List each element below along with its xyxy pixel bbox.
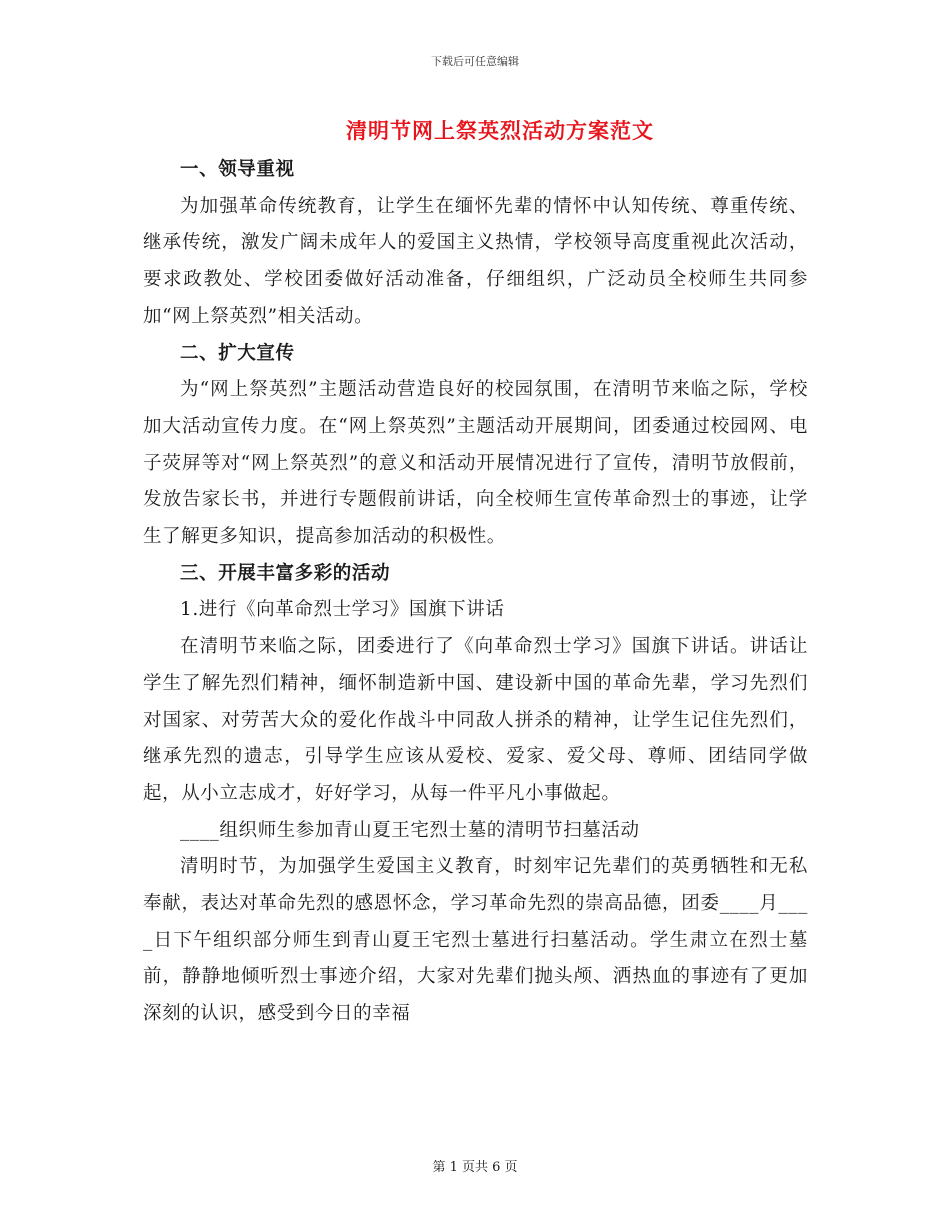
paragraph-tomb-sweeping: 清明时节，为加强学生爱国主义教育，时刻牢记先辈们的英勇牺牲和无私奉献，表达对革命先烈的感恩怀念，学习革命先烈的崇高品德，团委____月____日下午组织部分师生到青山夏王宅烈士墓进行扫墓活动。学生肃立在烈士墓前，静静地倾听烈士事迹介绍，大家对先辈们抛头颅、洒热血的事迹有了更加深刻的认识，感受到今日的幸福 <box>143 856 808 1025</box>
document-title: 清明节网上祭英烈活动方案范文 <box>346 118 654 143</box>
section-heading-leadership: 一、领导重视 <box>180 159 295 180</box>
paragraph-leadership: 为加强革命传统教育，让学生在缅怀先辈的情怀中认知传统、尊重传统、继承传统，激发广阔未成年人的爱国主义热情，学校领导高度重视此次活动，要求政教处、学校团委做好活动准备，仔细组织，广泛动员全校师生共同参加“网上祭英烈”相关活动。 <box>143 195 808 327</box>
document-body <box>143 152 808 1033</box>
subheading-tomb-sweeping: ____组织师生参加青山夏王宅烈士墓的清明节扫墓活动 <box>180 819 640 841</box>
paragraph-publicity: 为“网上祭英烈”主题活动营造良好的校园氛围，在清明节来临之际，学校加大活动宣传力度。在“网上祭英烈”主题活动开展期间，团委通过校园网、电子荧屏等对“网上祭英烈”的意义和活动开展情况进行了宣传，清明节放假前，发放告家长书，并进行专题假前讲话，向全校师生宣传革命烈士的事迹，让学生了解更多知识，提高参加活动的积极性。 <box>143 379 808 548</box>
page-footer: 第 1 页共 6 页 <box>432 1160 518 1175</box>
section-heading-activities: 三、开展丰富多彩的活动 <box>180 562 391 584</box>
subheading-flag-speech: 1.进行《向革命烈士学习》国旗下讲话 <box>180 599 505 621</box>
paragraph-flag-speech: 在清明节来临之际，团委进行了《向革命烈士学习》国旗下讲话。讲话让学生了解先烈们精神，缅怀制造新中国、建设新中国的革命先辈，学习先烈们对国家、对劳苦大众的爱化作战斗中同敌人拼杀的精神，让学生记住先烈们，继承先烈的遗志，引导学生应该从爱校、爱家、爱父母、尊师、团结同学做起，从小立志成才，好好学习，从每一件平凡小事做起。 <box>143 636 808 804</box>
section-heading-publicity: 二、扩大宣传 <box>180 342 295 364</box>
header-note: 下载后可任意编辑 <box>431 55 519 68</box>
